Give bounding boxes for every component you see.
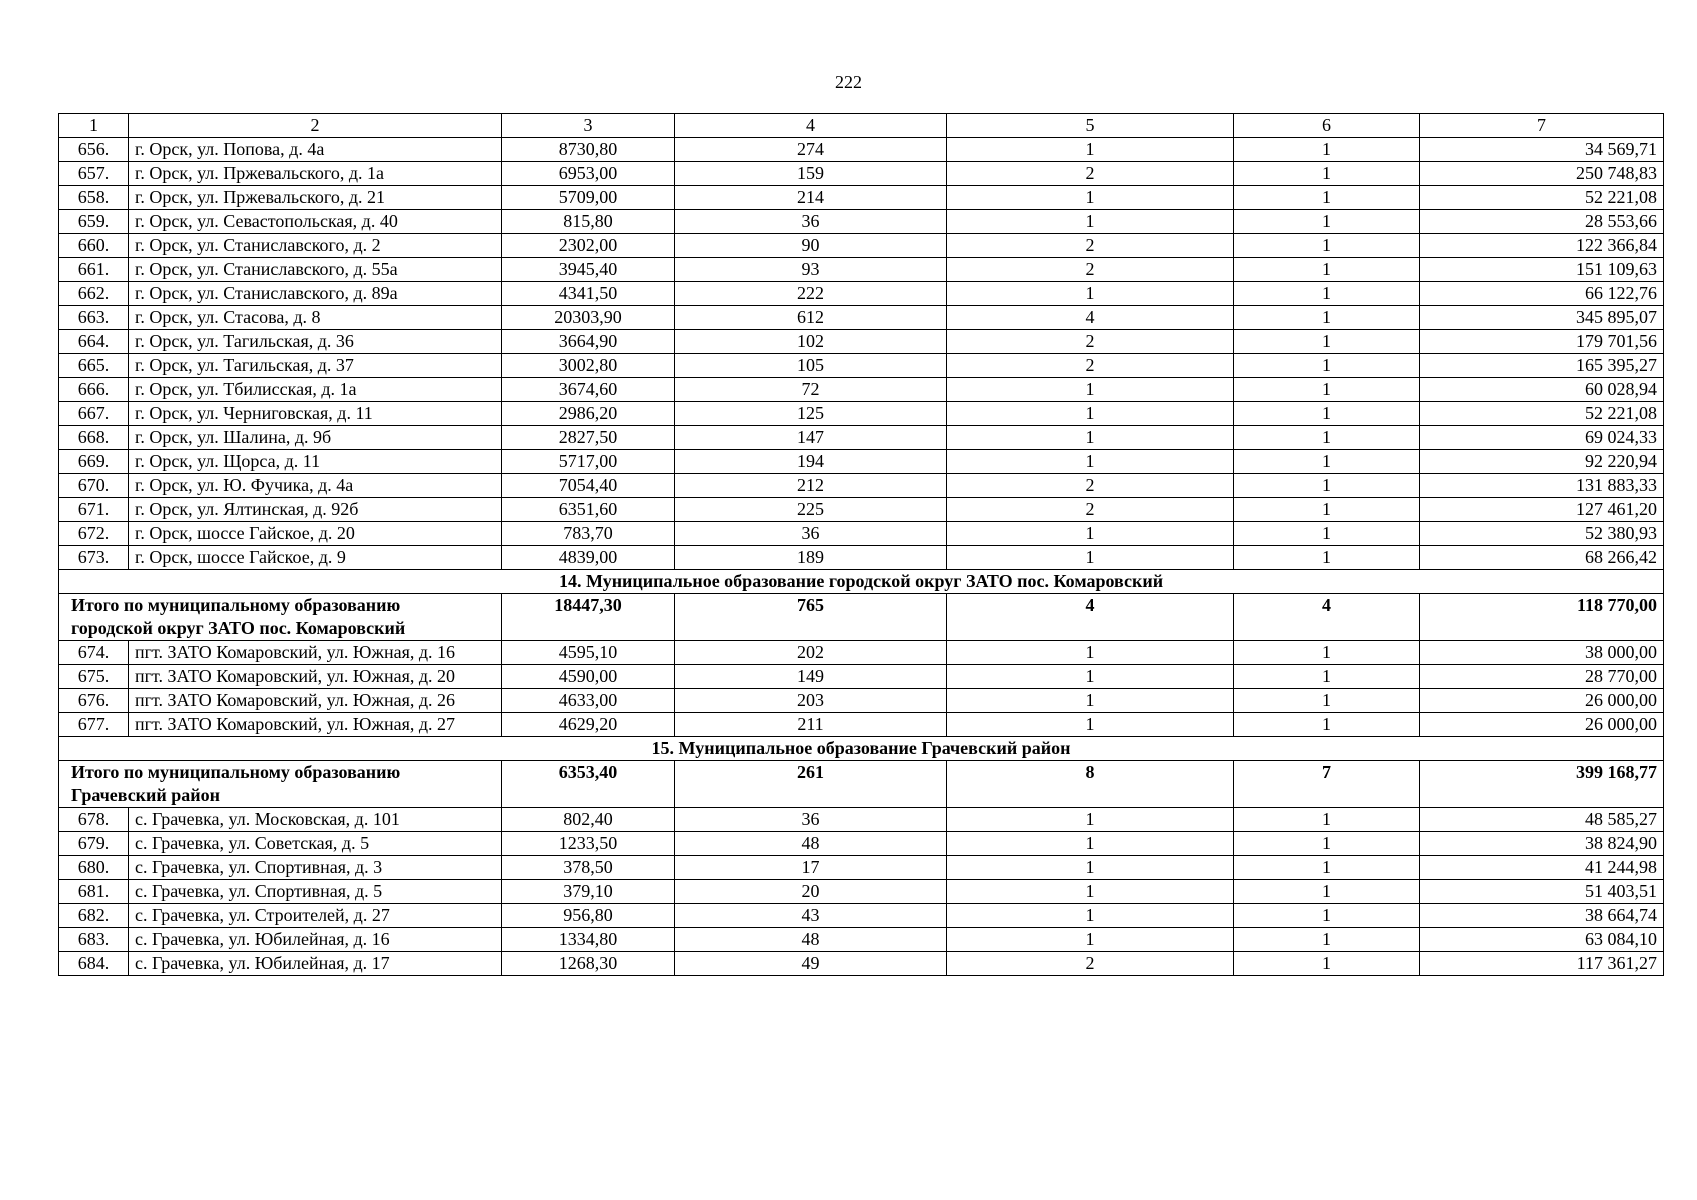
table-row	[59, 474, 1664, 498]
cell-area: 783,70	[502, 522, 675, 546]
table-row	[59, 713, 1664, 737]
cell-count-b: 1	[1234, 402, 1420, 426]
cell-count-a: 1	[947, 665, 1234, 689]
total-row	[59, 761, 1664, 808]
cell-row-number: 656.	[59, 138, 129, 162]
cell-count-b: 1	[1234, 522, 1420, 546]
cell-row-number: 679.	[59, 832, 129, 856]
cell-area: 379,10	[502, 880, 675, 904]
cell-count-a: 1	[947, 450, 1234, 474]
table-row	[59, 330, 1664, 354]
cell-area: 4341,50	[502, 282, 675, 306]
cell-count-a: 2	[947, 234, 1234, 258]
cell-count-b: 1	[1234, 210, 1420, 234]
column-number-6: 6	[1234, 114, 1420, 138]
table-row	[59, 498, 1664, 522]
cell-amount: 63 084,10	[1420, 928, 1664, 952]
cell-count-b: 1	[1234, 378, 1420, 402]
table-row	[59, 522, 1664, 546]
cell-residents: 147	[675, 426, 947, 450]
cell-row-number: 677.	[59, 713, 129, 737]
cell-amount: 165 395,27	[1420, 354, 1664, 378]
cell-row-number: 683.	[59, 928, 129, 952]
cell-area: 4839,00	[502, 546, 675, 570]
cell-amount: 52 221,08	[1420, 186, 1664, 210]
cell-area: 2302,00	[502, 234, 675, 258]
cell-residents: 72	[675, 378, 947, 402]
cell-amount: 69 024,33	[1420, 426, 1664, 450]
cell-amount: 68 266,42	[1420, 546, 1664, 570]
cell-count-b: 1	[1234, 426, 1420, 450]
cell-residents: 48	[675, 832, 947, 856]
cell-amount: 38 824,90	[1420, 832, 1664, 856]
table-row	[59, 856, 1664, 880]
cell-residents: 49	[675, 952, 947, 976]
total-label-line: Итого по муниципальному образованию	[71, 595, 401, 615]
cell-count-a: 2	[947, 498, 1234, 522]
cell-residents: 194	[675, 450, 947, 474]
cell-address: г. Орск, ул. Шалина, д. 9б	[129, 426, 502, 450]
cell-count-b: 1	[1234, 354, 1420, 378]
cell-count-a: 1	[947, 713, 1234, 737]
cell-address: пгт. ЗАТО Комаровский, ул. Южная, д. 26	[129, 689, 502, 713]
cell-area: 5717,00	[502, 450, 675, 474]
cell-residents: 48	[675, 928, 947, 952]
section-heading-row	[59, 570, 1664, 594]
cell-amount: 38 000,00	[1420, 641, 1664, 665]
cell-count-b: 1	[1234, 952, 1420, 976]
cell-amount: 26 000,00	[1420, 713, 1664, 737]
table-row	[59, 880, 1664, 904]
total-count-b: 4	[1234, 594, 1420, 641]
cell-residents: 202	[675, 641, 947, 665]
cell-address: г. Орск, ул. Пржевальского, д. 21	[129, 186, 502, 210]
cell-count-a: 2	[947, 474, 1234, 498]
cell-amount: 179 701,56	[1420, 330, 1664, 354]
cell-address: пгт. ЗАТО Комаровский, ул. Южная, д. 20	[129, 665, 502, 689]
cell-area: 3945,40	[502, 258, 675, 282]
cell-area: 2827,50	[502, 426, 675, 450]
table-row	[59, 641, 1664, 665]
table-row	[59, 234, 1664, 258]
cell-count-a: 4	[947, 306, 1234, 330]
total-label	[59, 594, 502, 641]
cell-residents: 159	[675, 162, 947, 186]
cell-address: г. Орск, ул. Ялтинская, д. 92б	[129, 498, 502, 522]
cell-area: 802,40	[502, 808, 675, 832]
table-row	[59, 162, 1664, 186]
table-row	[59, 689, 1664, 713]
column-number-5: 5	[947, 114, 1234, 138]
cell-count-a: 1	[947, 378, 1234, 402]
cell-address: с. Грачевка, ул. Спортивная, д. 3	[129, 856, 502, 880]
cell-address: с. Грачевка, ул. Спортивная, д. 5	[129, 880, 502, 904]
cell-amount: 51 403,51	[1420, 880, 1664, 904]
total-area: 6353,40	[502, 761, 675, 808]
cell-amount: 131 883,33	[1420, 474, 1664, 498]
cell-area: 3674,60	[502, 378, 675, 402]
cell-amount: 127 461,20	[1420, 498, 1664, 522]
cell-amount: 117 361,27	[1420, 952, 1664, 976]
cell-count-a: 1	[947, 641, 1234, 665]
cell-residents: 225	[675, 498, 947, 522]
cell-count-a: 2	[947, 258, 1234, 282]
table-row	[59, 138, 1664, 162]
table-row	[59, 258, 1664, 282]
cell-count-b: 1	[1234, 904, 1420, 928]
cell-address: г. Орск, ул. Станиславского, д. 2	[129, 234, 502, 258]
cell-amount: 52 221,08	[1420, 402, 1664, 426]
cell-count-a: 1	[947, 808, 1234, 832]
cell-count-a: 2	[947, 162, 1234, 186]
cell-count-a: 1	[947, 856, 1234, 880]
total-amount: 118 770,00	[1420, 594, 1664, 641]
cell-row-number: 660.	[59, 234, 129, 258]
cell-address: г. Орск, ул. Черниговская, д. 11	[129, 402, 502, 426]
cell-count-a: 1	[947, 426, 1234, 450]
cell-count-b: 1	[1234, 832, 1420, 856]
cell-area: 3002,80	[502, 354, 675, 378]
column-number-1: 1	[59, 114, 129, 138]
table-body	[59, 114, 1664, 976]
cell-address: с. Грачевка, ул. Юбилейная, д. 16	[129, 928, 502, 952]
cell-address: г. Орск, ул. Станиславского, д. 89а	[129, 282, 502, 306]
cell-row-number: 675.	[59, 665, 129, 689]
column-number-4: 4	[675, 114, 947, 138]
cell-row-number: 668.	[59, 426, 129, 450]
table-row	[59, 832, 1664, 856]
cell-row-number: 657.	[59, 162, 129, 186]
cell-residents: 125	[675, 402, 947, 426]
table-row	[59, 952, 1664, 976]
cell-residents: 102	[675, 330, 947, 354]
cell-count-a: 1	[947, 904, 1234, 928]
cell-amount: 34 569,71	[1420, 138, 1664, 162]
cell-residents: 43	[675, 904, 947, 928]
cell-residents: 149	[675, 665, 947, 689]
cell-area: 20303,90	[502, 306, 675, 330]
cell-count-b: 1	[1234, 330, 1420, 354]
cell-count-a: 1	[947, 832, 1234, 856]
cell-residents: 212	[675, 474, 947, 498]
cell-row-number: 670.	[59, 474, 129, 498]
total-row	[59, 594, 1664, 641]
total-amount: 399 168,77	[1420, 761, 1664, 808]
table-row	[59, 282, 1664, 306]
cell-row-number: 669.	[59, 450, 129, 474]
cell-amount: 92 220,94	[1420, 450, 1664, 474]
table-row	[59, 378, 1664, 402]
cell-row-number: 676.	[59, 689, 129, 713]
cell-residents: 612	[675, 306, 947, 330]
table-row	[59, 210, 1664, 234]
cell-row-number: 665.	[59, 354, 129, 378]
cell-address: пгт. ЗАТО Комаровский, ул. Южная, д. 16	[129, 641, 502, 665]
cell-residents: 214	[675, 186, 947, 210]
total-residents: 261	[675, 761, 947, 808]
cell-address: г. Орск, шоссе Гайское, д. 20	[129, 522, 502, 546]
cell-residents: 36	[675, 522, 947, 546]
cell-count-b: 1	[1234, 474, 1420, 498]
cell-count-a: 2	[947, 354, 1234, 378]
total-count-a: 8	[947, 761, 1234, 808]
cell-area: 5709,00	[502, 186, 675, 210]
table-row	[59, 450, 1664, 474]
section-title: 14. Муниципальное образование городской округ ЗАТО пос. Комаровский	[59, 570, 1664, 594]
cell-count-a: 1	[947, 928, 1234, 952]
cell-residents: 20	[675, 880, 947, 904]
table-row	[59, 426, 1664, 450]
cell-area: 8730,80	[502, 138, 675, 162]
cell-row-number: 663.	[59, 306, 129, 330]
cell-row-number: 671.	[59, 498, 129, 522]
cell-area: 378,50	[502, 856, 675, 880]
column-number-3: 3	[502, 114, 675, 138]
cell-amount: 66 122,76	[1420, 282, 1664, 306]
cell-area: 4590,00	[502, 665, 675, 689]
cell-count-b: 1	[1234, 665, 1420, 689]
cell-address: г. Орск, ул. Пржевальского, д. 1а	[129, 162, 502, 186]
cell-address: г. Орск, ул. Стасова, д. 8	[129, 306, 502, 330]
cell-count-b: 1	[1234, 713, 1420, 737]
cell-row-number: 659.	[59, 210, 129, 234]
cell-row-number: 680.	[59, 856, 129, 880]
cell-residents: 17	[675, 856, 947, 880]
cell-residents: 90	[675, 234, 947, 258]
cell-amount: 48 585,27	[1420, 808, 1664, 832]
total-count-a: 4	[947, 594, 1234, 641]
cell-residents: 222	[675, 282, 947, 306]
total-label-line: Итого по муниципальному образованию	[71, 762, 401, 782]
cell-row-number: 666.	[59, 378, 129, 402]
cell-address: г. Орск, ул. Тагильская, д. 37	[129, 354, 502, 378]
cell-count-b: 1	[1234, 162, 1420, 186]
cell-row-number: 661.	[59, 258, 129, 282]
section-title: 15. Муниципальное образование Грачевский район	[59, 737, 1664, 761]
cell-amount: 52 380,93	[1420, 522, 1664, 546]
cell-count-b: 1	[1234, 282, 1420, 306]
cell-area: 3664,90	[502, 330, 675, 354]
cell-residents: 93	[675, 258, 947, 282]
cell-address: г. Орск, ул. Ю. Фучика, д. 4а	[129, 474, 502, 498]
table-row	[59, 402, 1664, 426]
cell-row-number: 684.	[59, 952, 129, 976]
cell-area: 1334,80	[502, 928, 675, 952]
cell-address: г. Орск, ул. Попова, д. 4а	[129, 138, 502, 162]
cell-row-number: 674.	[59, 641, 129, 665]
cell-count-a: 1	[947, 210, 1234, 234]
total-area: 18447,30	[502, 594, 675, 641]
cell-residents: 36	[675, 808, 947, 832]
column-number-row	[59, 114, 1664, 138]
cell-count-b: 1	[1234, 234, 1420, 258]
table-row	[59, 904, 1664, 928]
cell-address: г. Орск, ул. Станиславского, д. 55а	[129, 258, 502, 282]
cell-count-b: 1	[1234, 258, 1420, 282]
cell-count-a: 1	[947, 546, 1234, 570]
total-label	[59, 761, 502, 808]
column-number-7: 7	[1420, 114, 1664, 138]
cell-count-b: 1	[1234, 186, 1420, 210]
section-heading-row	[59, 737, 1664, 761]
cell-address: г. Орск, шоссе Гайское, д. 9	[129, 546, 502, 570]
table-row	[59, 546, 1664, 570]
cell-residents: 211	[675, 713, 947, 737]
cell-amount: 345 895,07	[1420, 306, 1664, 330]
cell-area: 956,80	[502, 904, 675, 928]
cell-address: г. Орск, ул. Тагильская, д. 36	[129, 330, 502, 354]
page-number: 222	[835, 72, 862, 92]
cell-residents: 274	[675, 138, 947, 162]
cell-count-a: 1	[947, 402, 1234, 426]
cell-amount: 60 028,94	[1420, 378, 1664, 402]
cell-count-b: 1	[1234, 546, 1420, 570]
cell-area: 4633,00	[502, 689, 675, 713]
cell-area: 6953,00	[502, 162, 675, 186]
cell-residents: 105	[675, 354, 947, 378]
table-row	[59, 306, 1664, 330]
total-count-b: 7	[1234, 761, 1420, 808]
cell-area: 6351,60	[502, 498, 675, 522]
cell-address: г. Орск, ул. Севастопольская, д. 40	[129, 210, 502, 234]
cell-row-number: 681.	[59, 880, 129, 904]
cell-count-b: 1	[1234, 498, 1420, 522]
cell-row-number: 664.	[59, 330, 129, 354]
cell-row-number: 673.	[59, 546, 129, 570]
cell-area: 1233,50	[502, 832, 675, 856]
cell-count-b: 1	[1234, 808, 1420, 832]
cell-count-b: 1	[1234, 689, 1420, 713]
cell-residents: 36	[675, 210, 947, 234]
total-label-line: городской округ ЗАТО пос. Комаровский	[71, 618, 406, 638]
cell-amount: 28 770,00	[1420, 665, 1664, 689]
cell-row-number: 662.	[59, 282, 129, 306]
cell-count-a: 1	[947, 282, 1234, 306]
cell-count-a: 2	[947, 330, 1234, 354]
table-row	[59, 665, 1664, 689]
cell-count-b: 1	[1234, 880, 1420, 904]
table-row	[59, 928, 1664, 952]
cell-amount: 122 366,84	[1420, 234, 1664, 258]
cell-amount: 151 109,63	[1420, 258, 1664, 282]
cell-residents: 203	[675, 689, 947, 713]
cell-count-a: 1	[947, 880, 1234, 904]
cell-amount: 250 748,83	[1420, 162, 1664, 186]
cell-count-b: 1	[1234, 856, 1420, 880]
cell-area: 7054,40	[502, 474, 675, 498]
table-row	[59, 186, 1664, 210]
cell-count-b: 1	[1234, 450, 1420, 474]
cell-count-b: 1	[1234, 138, 1420, 162]
cell-amount: 26 000,00	[1420, 689, 1664, 713]
cell-address: с. Грачевка, ул. Советская, д. 5	[129, 832, 502, 856]
table-row	[59, 808, 1664, 832]
cell-count-a: 1	[947, 522, 1234, 546]
cell-row-number: 667.	[59, 402, 129, 426]
cell-amount: 41 244,98	[1420, 856, 1664, 880]
cell-count-a: 1	[947, 138, 1234, 162]
total-residents: 765	[675, 594, 947, 641]
cell-area: 815,80	[502, 210, 675, 234]
cell-address: г. Орск, ул. Тбилисская, д. 1а	[129, 378, 502, 402]
cell-area: 4629,20	[502, 713, 675, 737]
cell-residents: 189	[675, 546, 947, 570]
cell-amount: 38 664,74	[1420, 904, 1664, 928]
cell-row-number: 658.	[59, 186, 129, 210]
cell-count-b: 1	[1234, 928, 1420, 952]
cell-count-b: 1	[1234, 641, 1420, 665]
cell-amount: 28 553,66	[1420, 210, 1664, 234]
cell-row-number: 678.	[59, 808, 129, 832]
cell-row-number: 682.	[59, 904, 129, 928]
cell-count-a: 2	[947, 952, 1234, 976]
cell-count-b: 1	[1234, 306, 1420, 330]
cell-address: пгт. ЗАТО Комаровский, ул. Южная, д. 27	[129, 713, 502, 737]
cell-address: с. Грачевка, ул. Юбилейная, д. 17	[129, 952, 502, 976]
cell-area: 2986,20	[502, 402, 675, 426]
cell-count-a: 1	[947, 186, 1234, 210]
cell-row-number: 672.	[59, 522, 129, 546]
column-number-2: 2	[129, 114, 502, 138]
cell-address: с. Грачевка, ул. Московская, д. 101	[129, 808, 502, 832]
cell-area: 1268,30	[502, 952, 675, 976]
table-row	[59, 354, 1664, 378]
data-table	[58, 113, 1664, 976]
cell-address: г. Орск, ул. Щорса, д. 11	[129, 450, 502, 474]
cell-count-a: 1	[947, 689, 1234, 713]
cell-area: 4595,10	[502, 641, 675, 665]
total-label-line: Грачевский район	[71, 785, 221, 805]
cell-address: с. Грачевка, ул. Строителей, д. 27	[129, 904, 502, 928]
